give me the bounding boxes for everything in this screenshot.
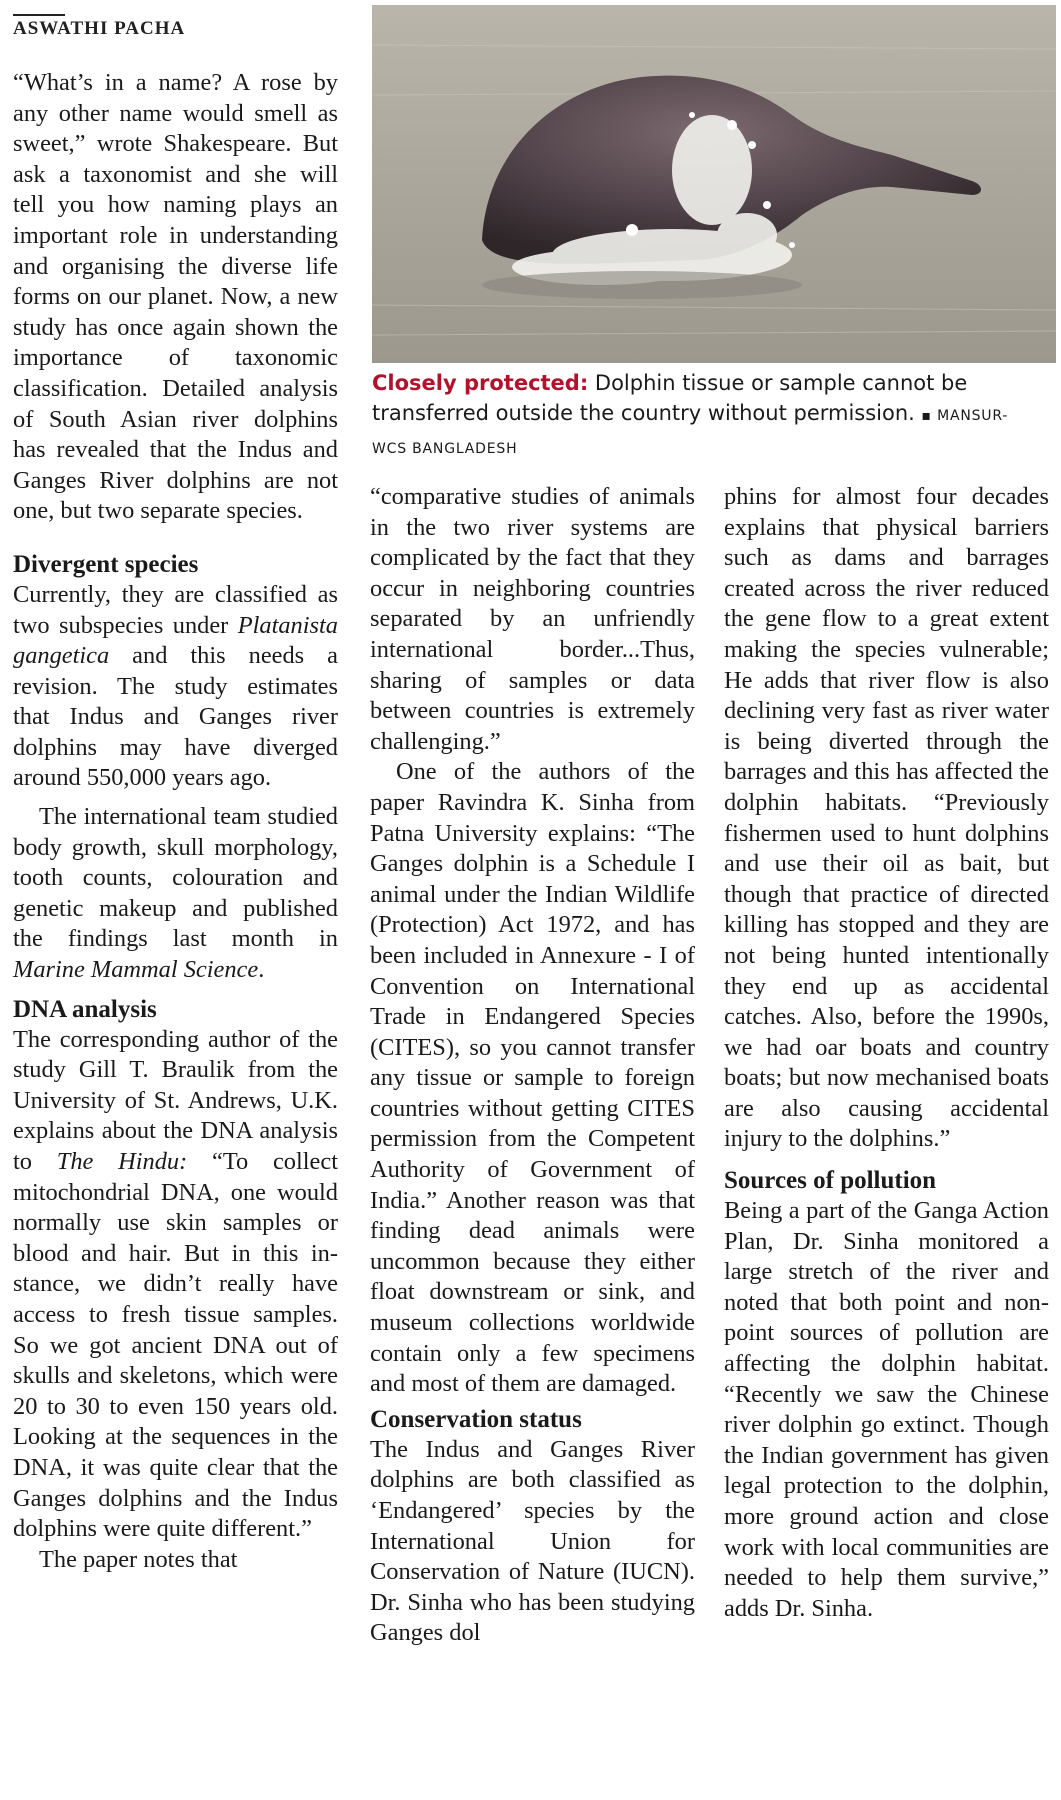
caption-text: Dolphin tissue or sample cannot be transferred outside the country without permission.: [372, 371, 968, 425]
dolphin-photo: [372, 5, 1056, 363]
journal-name: Marine Mammal Science: [13, 956, 259, 984]
intro-paragraph: “What’s in a name? A rose by any other name would smell as sweet,” wrote Shakespeare. But ask a taxonomist and she will tell you how naming plays an important role in understanding and organising the diverse life forms on our planet. Now, a new study has once again shown the importance of taxonomic classification. Detailed analysis of South Asian river dolphins has revealed that the Indus and Ganges River dolphins are not one, but two separate species.: [13, 69, 338, 525]
dna-paragraph: The corresponding author of the study Gill T. Braulik from the University of St. Andrews, U.K. explains about the DNA analysis to The Hindu: “To collect mitochondrial DNA, one would normally use skin samples or blood and hair. But in this instance, we didn’t really have access to fresh tissue samples. So we got ancient DNA out of skulls and skeletons, which were 20 to 30 to even 150 years old. Looking at the sequences in the DNA, it was quite clear that the Ganges dolphins and the Indus dolphins were quite different.”: [13, 1025, 338, 1543]
caption-lead: Closely protected:: [372, 371, 589, 395]
conservation-paragraph-end: phins for almost four decades explains that physical barriers such as dams and barrages created across the river reduced the gene flow to a great extent making the species vulnerable; He adds that river flow is also declining very fast as river water is being diverted through the barrages and this has affected the dolphin habitats. “Previously fishermen used to hunt dolphins and use their oil as bait, but though that practice of directed killing has stopped and they are not being hunted intentionally they end up as accidental catches. Also, before the 1990s, we had oar boats and country boats; but now mechanised boats are also causing accidental injury to the dolphins.”: [724, 483, 1049, 1153]
paper-notes-paragraph-start: The paper notes that: [39, 1545, 238, 1573]
species-name: Platanista gangetica: [13, 611, 338, 670]
newspaper-name: The Hindu:: [56, 1148, 188, 1175]
team-paragraph: The international team studied body growth, skull morphology, tooth counts, colouration and genetic makeup and published the findings last month in Marine Mammal Science.: [13, 803, 338, 984]
heading-divergent-species: Divergent species: [13, 550, 199, 578]
heading-dna-analysis: DNA analysis: [13, 995, 157, 1023]
byline: [13, 18, 338, 40]
article-column-2: [370, 482, 695, 1649]
paper-notes-paragraph-end: “comparative studies of animals in the two river systems are complicated by the fact that they occur in neighboring countries separated by an unfriendly international border...Thus, sharing of samples or data between countries is extremely challenging.”: [370, 483, 695, 755]
article-column-3: [724, 482, 1049, 1624]
divergent-paragraph: Currently, they are classified as two subspecies under Platanista gangetica and this needs a revision. The study estimates that Indus and Ganges river dolphins may have diverged around 550,000 years ago.: [13, 580, 338, 792]
heading-sources-of-pollution: Sources of pollution: [724, 1167, 937, 1195]
photo-caption: [372, 368, 1042, 464]
byline-rule: [13, 14, 65, 16]
photo-credit: ▪ MANSUR-WCS BANGLADESH: [372, 408, 1009, 457]
heading-conservation-status: Conservation status: [370, 1405, 582, 1433]
conservation-paragraph-start: The Indus and Ganges River dolphins are both classified as ‘Endangered’ species by the International Union for Conservation of Nature (IUCN). Dr. Sinha who has been studying Ganges dol: [370, 1435, 695, 1647]
article-column-1: [13, 0, 338, 1575]
byline-text: ASWATHI PACHA: [13, 18, 186, 39]
sinha-paragraph: One of the authors of the paper Ravindra K. Sinha from Patna University explains: “The Ganges dolphin is a Schedule I animal under the Indian Wildlife (Protection) Act 1972, and has been included in Annexure - I of Convention on International Trade in Endangered Species (CITES), so you cannot transfer any tissue or sample to foreign countries without getting CITES permission from the Competent Authority of Government of India.” Another reason was that finding dead animals were uncommon because they either float downstream or sink, and museum collections worldwide contain only a few specimens and most of them are damaged.: [370, 758, 695, 1398]
pollution-paragraph: Being a part of the Ganga Action Plan, Dr. Sinha monitored a large stretch of the river and noted that both point and non-point sources of pollution are affecting the dolphin habitat. “Recently we saw the Chinese river dolphin go extinct. Though the Indian government has given legal protection to the dolphin, more ground action and close work with local communities are needed to help them survive,” adds Dr. Sinha.: [724, 1197, 1049, 1622]
